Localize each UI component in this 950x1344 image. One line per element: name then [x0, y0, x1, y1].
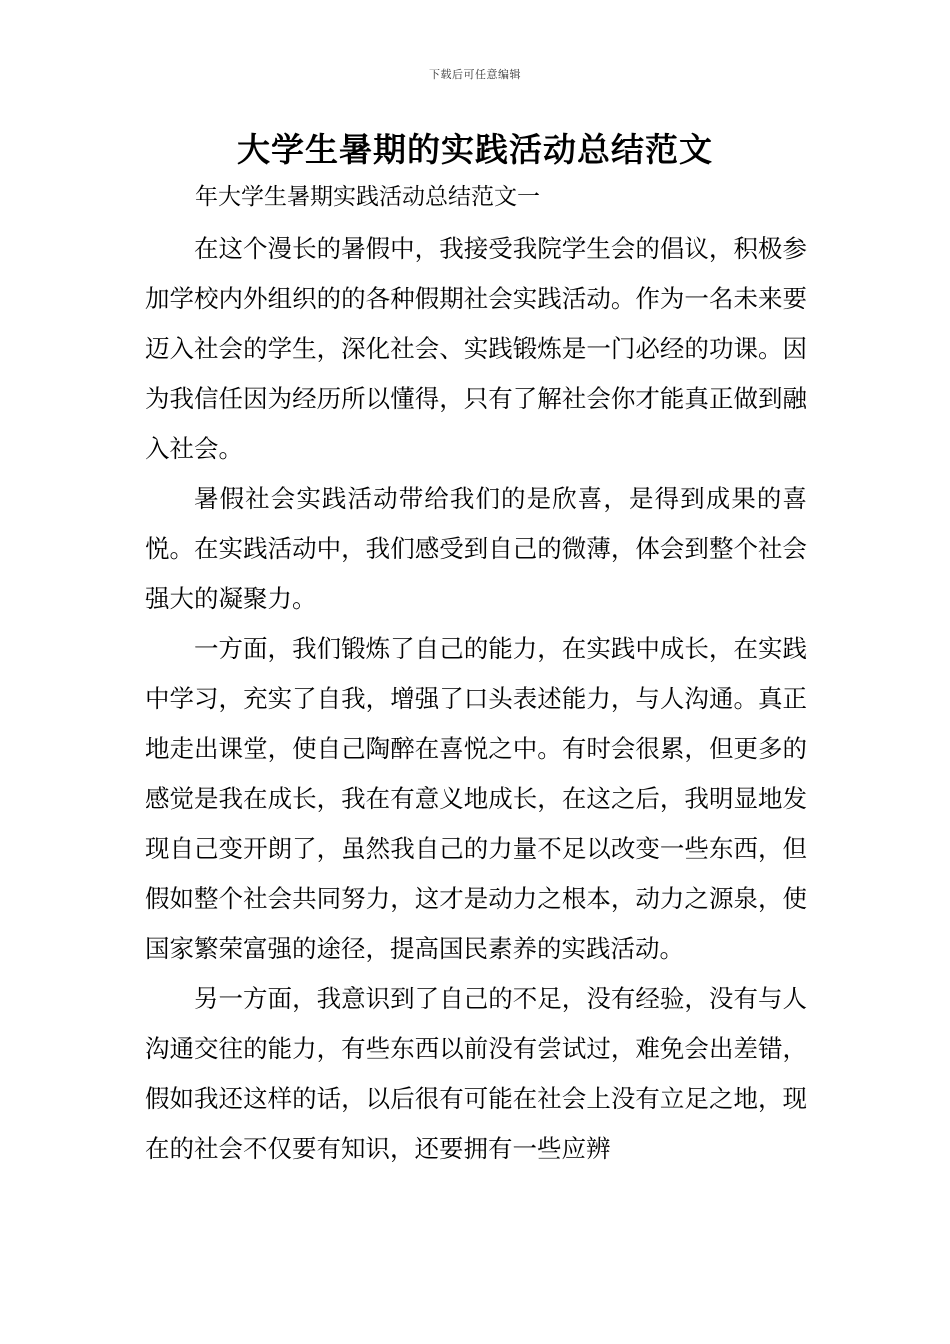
page-title: 大学生暑期的实践活动总结范文	[237, 130, 713, 169]
paragraph-3: 一方面，我们锻炼了自己的能力，在实践中成长，在实践中学习，充实了自我，增强了口头表述能力，与人沟通。真正地走出课堂，使自己陶醉在喜悦之中。有时会很累，但更多的感觉是我在成长，我在有意义地成长，在这之后，我明显地发现自己变开朗了，虽然我自己的力量不足以改变一些东西，但假如整个社会共同努力，这才是动力之根本，动力之源泉，使国家繁荣富强的途径，提高国民素养的实践活动。	[145, 634, 807, 963]
paragraph-1: 在这个漫长的暑假中，我接受我院学生会的倡议，积极参加学校内外组织的的各种假期社会实践活动。作为一名未来要迈入社会的学生，深化社会、实践锻炼是一门必经的功课。因为我信任因为经历所以懂得，只有了解社会你才能真正做到融入社会。	[145, 234, 807, 463]
paragraph-2: 暑假社会实践活动带给我们的是欣喜，是得到成果的喜悦。在实践活动中，我们感受到自己的微薄，体会到整个社会强大的凝聚力。	[145, 484, 807, 613]
document-body	[145, 224, 807, 1174]
section-subtitle: 年大学生暑期实践活动总结范文一	[195, 184, 540, 210]
paragraph-4: 另一方面，我意识到了自己的不足，没有经验，没有与人沟通交往的能力，有些东西以前没有尝试过，难免会出差错，假如我还这样的话，以后很有可能在社会上没有立足之地，现在的社会不仅要有知识，还要拥有一些应辨	[145, 984, 807, 1163]
header-note: 下载后可任意编辑	[429, 68, 521, 81]
